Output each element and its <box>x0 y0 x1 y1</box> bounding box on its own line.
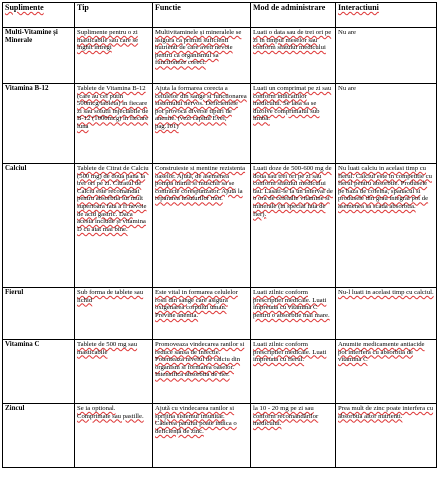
cell-functie: Promoveaza vindecarea ranilor si reduce sansa de infectie. Potenteaza nivelul de calciu din organism si formarea oaselor. Intensifica absorbtia de fier. <box>153 340 251 404</box>
header-tip: Tip <box>75 3 153 28</box>
cell-tip: Tablete de Vitamina B-12 (care au cel putin 500mcg/tableta) in fiecare zi sau solutii injectabile de B-12 (1000mcg) in fiecare luna <box>75 84 153 164</box>
supplements-table <box>2 2 437 468</box>
cell-functie: Ajută cu vindecarea ranilor si sprijina sistemul imunitar. Căderea parului poate indica o deficiență de zinc. <box>153 404 251 468</box>
cell-interactiuni: Prea mult de zinc poate interfera cu absorbtia altor nutrienti. <box>336 404 437 468</box>
table-row <box>3 84 437 164</box>
header-functie: Functie <box>153 3 251 28</box>
table-row <box>3 404 437 468</box>
table-row <box>3 288 437 340</box>
cell-supplement-name: Fierul <box>3 288 75 340</box>
cell-functie: Construieste si mentine rezistenta oaselor. Ajută, de asemenea pompa inimii si muschii sa se contracte corespunzator. Ajută la repararea tesuturilor moi. <box>153 164 251 288</box>
header-mod-administrare: Mod de administrare <box>251 3 336 28</box>
cell-tip: Tablete de Citrat de Calciu (500 mg) de doua pana la trei ori pe zi. Citratul de Calciu este recomandat pentru absorbtia lui mult superioara fata a fi nevoie de acid gastric. Daca acesta include și vitamina D cu atat mai bine. <box>75 164 153 288</box>
cell-supplement-name: Zincul <box>3 404 75 468</box>
cell-administrare: Luati o data sau de trei ori pe zi in timpul meselor sau conform sfatului medicului <box>251 28 336 84</box>
table-row <box>3 28 437 84</box>
cell-interactiuni: Nu luati calciu in acelasi timp cu fierul. Calciul este in competitie cu fierul pentru absorbtie. Produsele pe baza de cofeina, spanacul si produsele din grau integral pot de asemenea sa scada absorbtia. <box>336 164 437 288</box>
cell-tip: Suplimente pentru o zi masticabile sau care se înghit întregi <box>75 28 153 84</box>
header-interactiuni: Interactiuni <box>336 3 437 28</box>
table-row <box>3 164 437 288</box>
table-header-row <box>3 3 437 28</box>
cell-tip: Sub forma de tablete sau lichid <box>75 288 153 340</box>
cell-functie: Multivitaminele și mineralele se asigura ca primiti suficienti nutrienti de care aveti nevoie pentru ca organismul sa functioneze corect. <box>153 28 251 84</box>
cell-administrare: la 10 - 20 mg pe zi sau conform recomandărilor medicului. <box>251 404 336 468</box>
cell-interactiuni: Nu are <box>336 28 437 84</box>
cell-functie: Ajuta la formarea corecta a celulelor din sange si functionarea sistemului nervos. Deficientele pot provoca diverse tipuri de anemie. (vezi capitul Evei, pag.101) <box>153 84 251 164</box>
cell-administrare: Luati un comprimat pe zi sau conform indicatiilor medicului. Se lasa sa se dizolve comprimatul sub limbă. <box>251 84 336 164</box>
cell-administrare: Luati zilnic conform prescriptiei medicale. Luati impreuna cu fierul. <box>251 340 336 404</box>
cell-administrare: Luati zilnic conform prescriptiei medicale. Luati împreuna cu vitamina C pentru o absorbtie mai mare. <box>251 288 336 340</box>
cell-supplement-name: Vitamina C <box>3 340 75 404</box>
cell-tip: Se ia optional. Comprimate sau pastille. <box>75 404 153 468</box>
cell-interactiuni: Nu are <box>336 84 437 164</box>
cell-administrare: Luati doze de 500-600 mg de doua sau trei ori pe zi sau conform sfatului medicului tau. Lasati-le la un interval de o ora de celelalte vitamine si minerale (in special fata de fier). <box>251 164 336 288</box>
header-suplimente: Suplimente <box>3 3 75 28</box>
cell-supplement-name: Multi-Vitamine și Minerale <box>3 28 75 84</box>
cell-supplement-name: Vitamina B-12 <box>3 84 75 164</box>
supplements-document <box>2 2 436 476</box>
cell-interactiuni: Nu-l luati in acelasi timp cu calciul. <box>336 288 437 340</box>
cell-tip: Tablete de 500 mg sau masticabile <box>75 340 153 404</box>
cell-interactiuni: Anumite medicamente antiacide pot interfera cu absorbtia de vitamina C <box>336 340 437 404</box>
cell-supplement-name: Calciul <box>3 164 75 288</box>
table-row <box>3 340 437 404</box>
cell-functie: Este vital in formarea celulelor rosii din sange care asigura oxigenarea corpului uman. Previne anemia. <box>153 288 251 340</box>
